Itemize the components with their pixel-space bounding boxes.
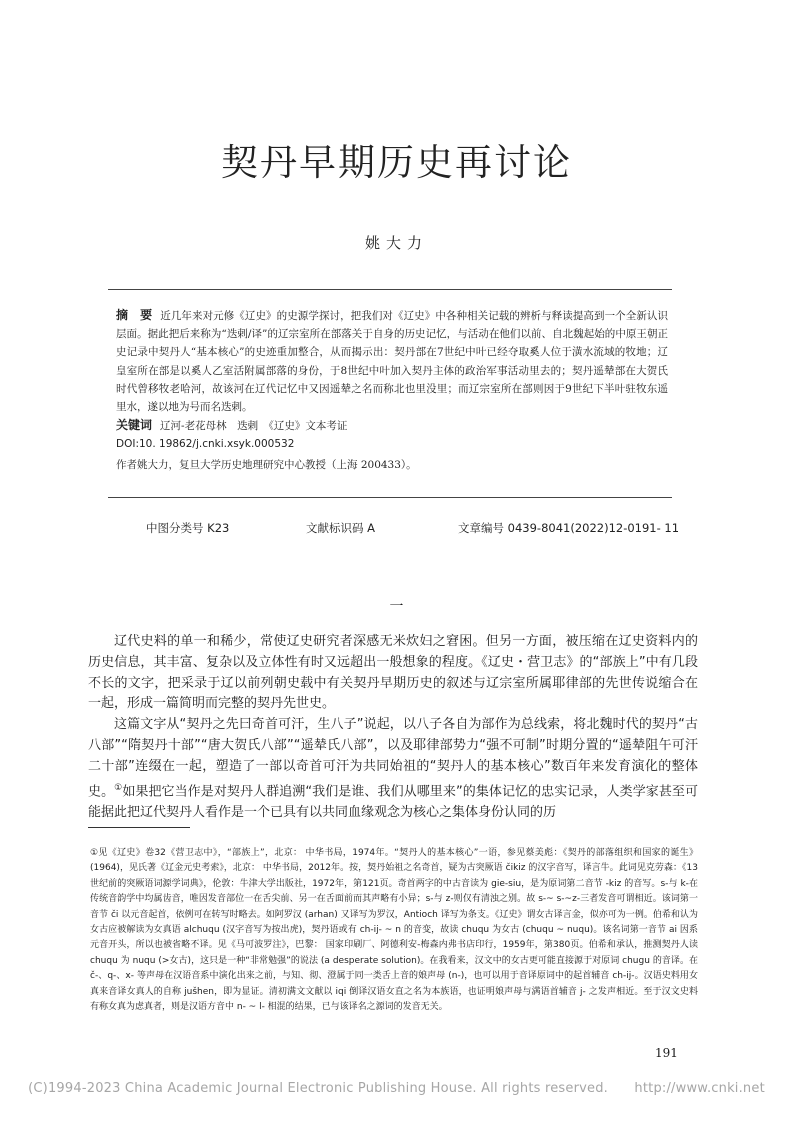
body-paragraph-2 — [88, 715, 698, 823]
abstract-bottom-rule — [108, 497, 672, 498]
doi: DOI:10. 19862/j.cnki.xsyk.000532 — [116, 438, 295, 451]
copyright-watermark: (C)1994-2023 China Academic Journal Electronic Publishing House. All rights reserved. http://www.cnki.net — [28, 1081, 765, 1096]
footnote-text: ①见《辽史》卷32《营卫志中》，“部族上”，北京： 中华书局，1974年。“契丹人的基本核心”一语，参见蔡美彪：《契丹的部落组织和国家的诞生》(1964)，见氏著《辽金元史考索》，北京： 中华书局，2012年。按，契丹始祖之名奇首，疑为古突厥语 čikiz 的汉字音写，译言牛。此词见克劳森：《13 世纪前的突厥语词源学词典》，伦敦：牛津大学出版社，1972年，第121页。奇首两字的中古音读为 gie-siu，是为原词第二音节 -kiz 的音写。s-与 k-在传统音韵学中均属齿音，唯因发音部位一在舌尖前、另一在舌面前而其声略有小异；s-与 z-则仅有清浊之别。故 s-~ s-~z-三者发音可谓相近。该词第一音节 či 以元音起首，依例可在转写时略去。如阿罗汉 (arhan) 又译写为罗汉，Antioch 译写为条支。《辽史》谓女古译言金，似亦可为一例。伯希和认为女古应被解读为女真语 alchuqu (汉字音写为按出虎)，契丹语或有 ch-ij- ~ n 的音变，故读 chuqu 为女古 (chuqu ~ nuqu)。该名词第一音节 ai 因系元音开头，所以也被省略不译。见《马可波罗注》，巴黎： 国家印刷厂、阿德利安-梅森内弗书店印行，1959年，第380页。伯希和承认，推测契丹人读 chuqu 为 nuqu (>女古)，这只是一种“非常勉强”的说法 (a desperate solution)。在我看来，汉文中的女古更可能直接源于对原词 chugu 的音译。在 č-、q-、x- 等声母在汉语音系中演化出来之前，与知、彻、澄属于同一类舌上音的娘声母 (n-)，也可以用于音译原词中的起首辅音 ch-ij-。汉语史料用女真来音译女真人的自称 jušhen，即为显证。清初满文文献以 iqi 倒译汉语女直之名为本族语，也证明娘声母与满语首辅音 j- 之发声相近。至于汉文史料有称女真为虑真者，则是汉语方音中 n- ~ l- 相混的结果，已与该译名之源词的发音无关。 — [90, 848, 698, 1013]
author-note: 作者姚大力，复旦大学历史地理研究中心教授（上海 200433）。 — [116, 458, 417, 471]
abstract-block — [116, 306, 668, 474]
abstract-text: 近几年来对元修《辽史》的史源学探讨，把我们对《辽史》中各种相关记载的辨析与释读提高到一个全新认识层面。据此把后来称为“迭剌/译”的辽宗室所在部落关于自身的历史记忆，与活动在他们以前、自北魏起始的中原王朝正史记录中契丹人“基本核心”的史迹重加整合，从而揭示出：契丹部在7世纪中叶已经夺取奚人位于潢水流域的牧地；辽皇室所在部是以奚人乙室活附属部落的身份，于8世纪中叶加入契丹主体的政治军事活动里去的；契丹遥辇部在大贺氏时代曾移牧老哈河，故该河在辽代记忆中又因遥辇之名而称北也里没里；而辽宗室所在部则因于9世纪下半叶驻牧东遥里水，遂以地为号而名迭剌。 — [116, 310, 668, 414]
clc-number: 中图分类号 K23 — [146, 521, 230, 535]
body-text — [88, 632, 698, 824]
abstract-top-rule — [108, 289, 672, 290]
keywords-text: 辽河-老花母林 迭剌 《辽史》文本考证 — [160, 420, 348, 433]
keywords — [116, 416, 668, 435]
footnote-marker[interactable]: ① — [114, 782, 123, 793]
section-number: 一 — [389, 599, 404, 615]
body-paragraph-2-part-b: 如果把它当作是对契丹人群追溯“我们是谁、我们从哪里来”的集体记忆的忠实记录，人类学家甚至可能据此把辽代契丹人看作是一个已具有以共同血缘观念为核心之集体身份认同的历 — [88, 783, 698, 820]
footnote — [88, 846, 698, 1015]
page-number: 191 — [655, 1046, 678, 1060]
body-paragraph-2-part-a: 这篇文字从“契丹之先曰奇首可汗，生八子”说起，以八子各自为部作为总线索，将北魏时代的契丹“古八部”“隋契丹十部”“唐大贺氏八部”“遥辇氏八部”，以及耶律部势力“强不可制”时期分置的“遥辇阻午可汗二十部”连缀在一起，塑造了一部以奇首可汗为共同始祖的“契丹人的基本核心”数百年来发育演化的整体史。 — [88, 717, 698, 799]
keywords-label: 关键词 — [116, 418, 153, 433]
footnote-rule — [88, 827, 190, 828]
abstract-label: 摘 要 — [116, 308, 153, 322]
body-paragraph-1: 辽代史料的单一和稀少，常使辽史研究者深感无米炊妇之窘困。但另一方面，被压缩在辽史资料内的历史信息，其丰富、复杂以及立体性有时又远超出一般想象的程度。《辽史・营卫志》的“部族上”中有几段不长的文字，把采录于辽以前列朝史载中有关契丹早期历史的叙述与辽宗室所属耶律部的先世传说缩合在一起，形成一篇简明而完整的契丹先世史。 — [88, 634, 698, 712]
article-title: 契丹早期历史再讨论 — [221, 141, 572, 184]
abstract — [116, 306, 668, 416]
document-code: 文献标识码 A — [306, 521, 376, 535]
author-name: 姚大力 — [364, 234, 428, 252]
article-number: 文章编号 0439-8041(2022)12-0191- 11 — [458, 521, 680, 535]
